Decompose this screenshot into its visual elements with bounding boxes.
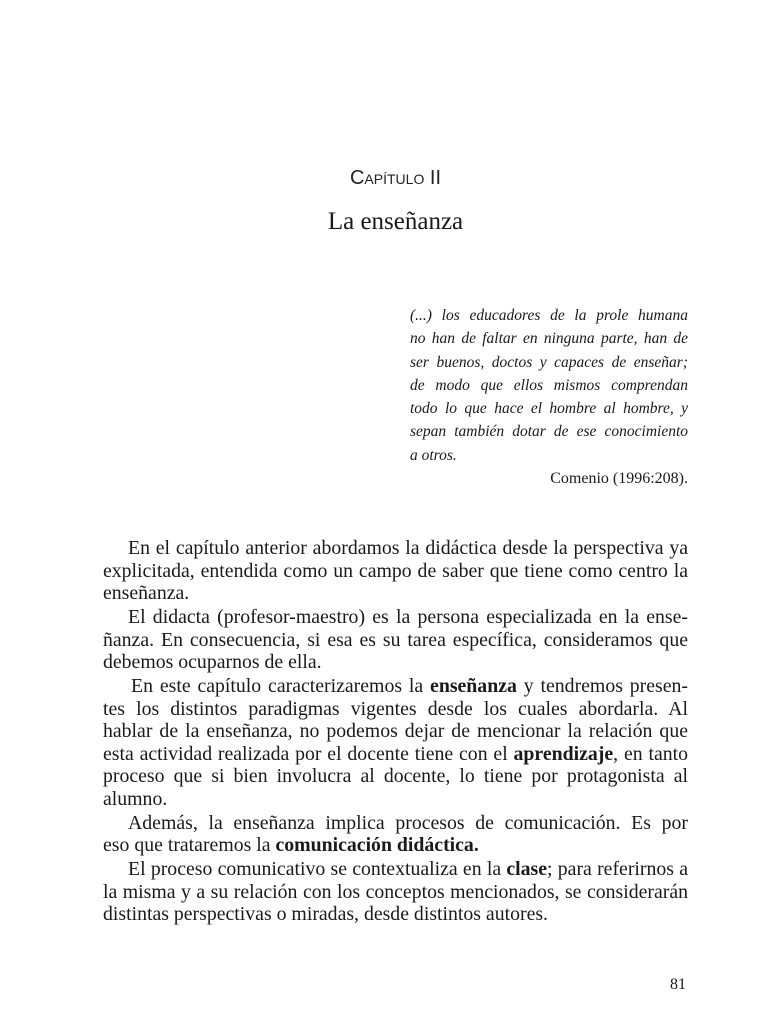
bold-term: comunicación didáctica. xyxy=(275,834,479,856)
epigraph xyxy=(410,304,688,467)
chapter-label: Capítulo II xyxy=(349,167,442,189)
body-line: hablar de la enseñanza, no podemos dejar de mencionar la relación que xyxy=(103,720,688,742)
body-line xyxy=(103,834,688,857)
body-line: proceso que si bien involucra al docente, lo tiene por protagonista al xyxy=(103,765,688,787)
epigraph-line: ser buenos, doctos y capaces de enseñar; xyxy=(410,353,688,371)
epigraph-line: no han de faltar en ninguna parte, han de xyxy=(410,330,688,348)
body-line: la misma y a su relación con los conceptos mencionados, se considerarán xyxy=(103,880,688,903)
epigraph-line: todo lo que hace el hombre al hombre, y xyxy=(410,400,688,418)
body-line: enseñanza. xyxy=(103,582,190,604)
body-line: El didacta (profesor-maestro) es la persona especializada en la ense- xyxy=(128,606,688,628)
body-line: ñanza. En consecuencia, si esa es su tarea específica, consideramos que xyxy=(103,628,688,651)
body-line: tes los distintos paradigmas vigentes desde los cuales abordarla. Al xyxy=(103,697,688,720)
body-line: debemos ocuparnos de ella. xyxy=(103,651,322,673)
text-segment: esta actividad realizada por el docente tiene con el xyxy=(103,742,514,765)
epigraph-line: (...) los educadores de la prole humana xyxy=(410,307,688,324)
body-text xyxy=(103,537,688,926)
bold-term: aprendizaje xyxy=(513,742,614,765)
paragraph xyxy=(103,537,688,605)
paragraph xyxy=(103,812,688,857)
body-line xyxy=(103,743,688,766)
text-segment: y tendremos presen- xyxy=(516,675,688,697)
body-line: Además, la enseñanza implica procesos de comunicación. Es por xyxy=(128,811,688,834)
chapter-title: La enseñanza xyxy=(327,208,464,235)
text-segment: eso que trataremos la xyxy=(103,834,276,856)
bold-term: clase xyxy=(506,858,548,880)
paragraph xyxy=(103,858,688,926)
bold-term: enseñanza xyxy=(430,675,517,697)
body-line xyxy=(103,675,688,698)
epigraph-line: a otros. xyxy=(410,446,457,464)
body-line xyxy=(103,858,688,881)
body-line: distintas perspectivas o miradas, desde distintos autores. xyxy=(103,903,548,925)
paragraph xyxy=(103,675,688,810)
body-line: explicitada, entendida como un campo de saber que tiene como centro la xyxy=(103,559,688,582)
text-segment: En este capítulo caracterizaremos la xyxy=(131,675,431,697)
text-segment: ; para referirnos a xyxy=(547,858,688,880)
body-line: En el capítulo anterior abordamos la didáctica desde la perspectiva ya xyxy=(128,537,688,559)
epigraph-line: sepan también dotar de ese conocimiento xyxy=(410,423,688,441)
epigraph-citation: Comenio (1996:208). xyxy=(550,470,688,488)
epigraph-line: de modo que ellos mismos comprendan xyxy=(410,376,688,394)
paragraph xyxy=(103,606,688,674)
text-segment: , en tanto xyxy=(613,742,689,765)
body-line: alumno. xyxy=(103,787,168,810)
text-segment: El proceso comunicativo se contextualiza en la xyxy=(128,858,507,880)
page-number: 81 xyxy=(670,976,686,993)
